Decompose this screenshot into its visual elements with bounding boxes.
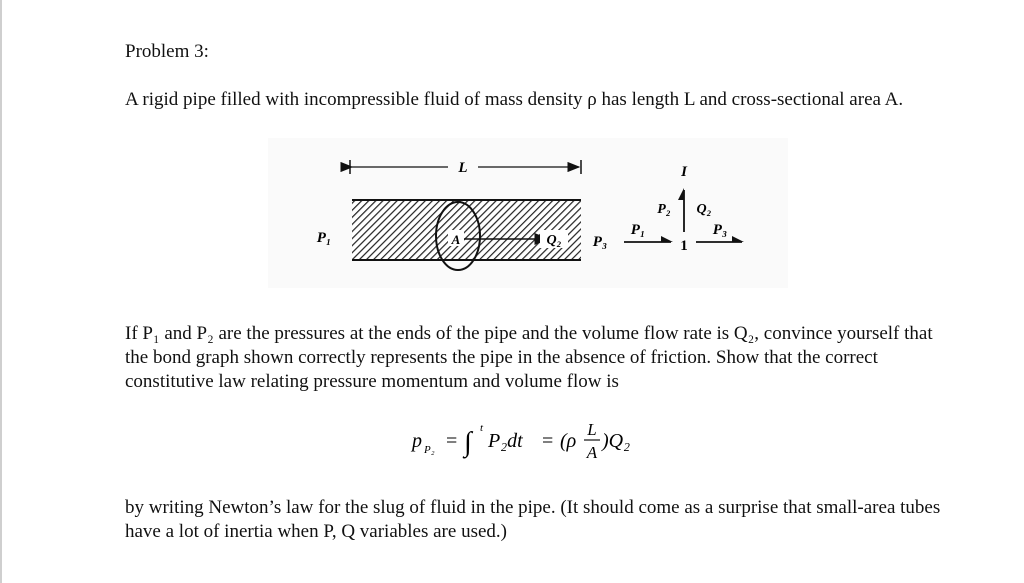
problem-title: Problem 3: xyxy=(125,41,209,62)
bond-pressure-3-label: P₃ xyxy=(712,222,728,238)
pipe-right-pressure-label: P₃ xyxy=(592,234,608,250)
constitutive-law-equation xyxy=(410,415,650,475)
pipe-flow-label: Q₂ xyxy=(546,233,562,248)
eq-fraction-numerator: L xyxy=(587,420,597,439)
problem-ending: by writing Newton’s law for the slug of fluid in the pipe. (It should come as a surprise that small-area tubes have a lot of inertia when P, Q variables are used.) xyxy=(125,497,941,542)
pipe-bond-graph-figure xyxy=(268,138,788,288)
junction-label: 1 xyxy=(680,238,688,254)
eq-integral: ∫ xyxy=(464,427,472,458)
problem-intro: A rigid pipe filled with incompressible fluid of mass density ρ has length L and cross-sectional area A. xyxy=(125,89,904,110)
eq-equals-2: = xyxy=(542,430,554,452)
pipe-left-pressure-label: P₁ xyxy=(316,230,332,246)
area-label: A xyxy=(451,232,461,247)
eq-close: )Q₂ xyxy=(602,430,631,452)
problem-body: If P₁ and P₂ are the pressures at the ends of the pipe and the volume flow rate is Q₂, convince yourself that the bond graph shown correctly represents the pipe in the absence of friction. Show that the correct constitutive law relating pressure momentum and volume flow is xyxy=(125,323,933,392)
eq-equals-1: = xyxy=(446,430,458,452)
page-left-edge xyxy=(0,0,2,583)
bond-pressure-1-label: P₁ xyxy=(630,222,646,238)
eq-lhs-subscript: P₂ xyxy=(424,444,435,456)
eq-fraction-denominator: A xyxy=(586,443,598,462)
length-label: L xyxy=(458,160,468,176)
bond-flow-2-label: Q₂ xyxy=(696,202,712,217)
pipe xyxy=(352,200,581,270)
eq-integral-upper: t xyxy=(480,422,484,434)
eq-integrand: P₂dt xyxy=(488,430,523,452)
bond-pressure-2-label: P₂ xyxy=(657,202,671,217)
eq-lhs: p xyxy=(412,430,422,452)
eq-open-paren: (ρ xyxy=(560,430,577,452)
inertia-element-label: I xyxy=(681,164,687,180)
